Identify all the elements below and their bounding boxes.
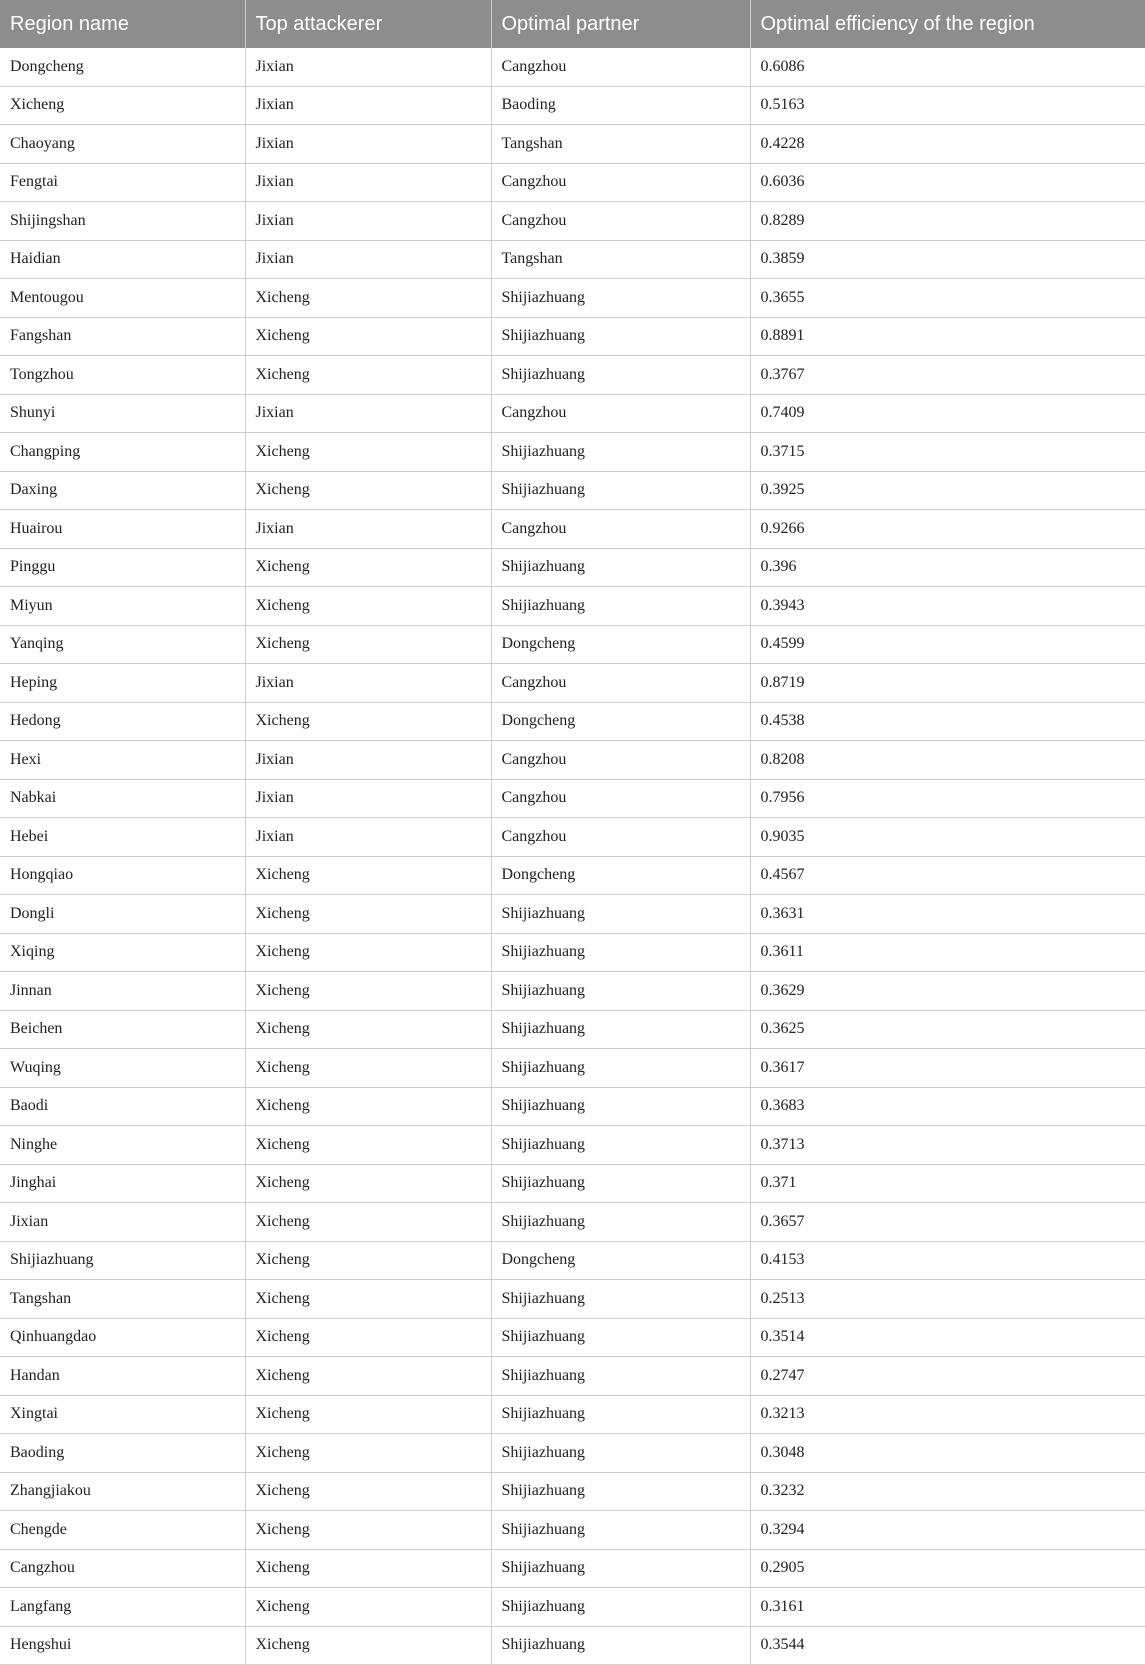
cell-top-attackerer: Jixian bbox=[245, 163, 491, 202]
cell-optimal-efficiency: 0.3683 bbox=[750, 1087, 1145, 1126]
cell-top-attackerer: Xicheng bbox=[245, 548, 491, 587]
table-row bbox=[0, 163, 1145, 202]
cell-optimal-efficiency: 0.9266 bbox=[750, 510, 1145, 549]
cell-top-attackerer: Xicheng bbox=[245, 1395, 491, 1434]
table-row bbox=[0, 202, 1145, 241]
cell-region-name: Jixian bbox=[0, 1203, 245, 1242]
cell-optimal-efficiency: 0.3925 bbox=[750, 471, 1145, 510]
cell-optimal-efficiency: 0.396 bbox=[750, 548, 1145, 587]
table-row bbox=[0, 1164, 1145, 1203]
cell-top-attackerer: Xicheng bbox=[245, 1049, 491, 1088]
cell-optimal-efficiency: 0.6086 bbox=[750, 48, 1145, 86]
cell-optimal-partner: Shijiazhuang bbox=[491, 1472, 750, 1511]
cell-region-name: Yanqing bbox=[0, 625, 245, 664]
cell-optimal-partner: Baoding bbox=[491, 86, 750, 125]
cell-optimal-partner: Cangzhou bbox=[491, 202, 750, 241]
cell-top-attackerer: Jixian bbox=[245, 394, 491, 433]
table-row bbox=[0, 1434, 1145, 1473]
cell-region-name: Tongzhou bbox=[0, 356, 245, 395]
cell-optimal-partner: Shijiazhuang bbox=[491, 587, 750, 626]
cell-optimal-partner: Dongcheng bbox=[491, 702, 750, 741]
table-row bbox=[0, 1626, 1145, 1665]
table-row bbox=[0, 856, 1145, 895]
cell-region-name: Chengde bbox=[0, 1511, 245, 1550]
cell-optimal-partner: Cangzhou bbox=[491, 664, 750, 703]
cell-top-attackerer: Xicheng bbox=[245, 625, 491, 664]
cell-optimal-partner: Shijiazhuang bbox=[491, 1164, 750, 1203]
cell-region-name: Mentougou bbox=[0, 279, 245, 318]
cell-optimal-partner: Shijiazhuang bbox=[491, 1203, 750, 1242]
cell-top-attackerer: Xicheng bbox=[245, 895, 491, 934]
cell-region-name: Huairou bbox=[0, 510, 245, 549]
table-row bbox=[0, 1126, 1145, 1165]
cell-region-name: Fengtai bbox=[0, 163, 245, 202]
table-row bbox=[0, 625, 1145, 664]
cell-optimal-partner: Dongcheng bbox=[491, 625, 750, 664]
cell-top-attackerer: Xicheng bbox=[245, 279, 491, 318]
cell-optimal-efficiency: 0.3232 bbox=[750, 1472, 1145, 1511]
cell-region-name: Ninghe bbox=[0, 1126, 245, 1165]
cell-top-attackerer: Xicheng bbox=[245, 587, 491, 626]
cell-top-attackerer: Jixian bbox=[245, 779, 491, 818]
cell-optimal-partner: Shijiazhuang bbox=[491, 1549, 750, 1588]
table-row bbox=[0, 240, 1145, 279]
cell-optimal-efficiency: 0.3629 bbox=[750, 972, 1145, 1011]
table-row bbox=[0, 1549, 1145, 1588]
header-top-attackerer: Top attackerer bbox=[245, 0, 491, 48]
cell-region-name: Baodi bbox=[0, 1087, 245, 1126]
cell-optimal-efficiency: 0.3657 bbox=[750, 1203, 1145, 1242]
cell-top-attackerer: Xicheng bbox=[245, 1241, 491, 1280]
cell-optimal-efficiency: 0.3625 bbox=[750, 1010, 1145, 1049]
cell-optimal-partner: Shijiazhuang bbox=[491, 1049, 750, 1088]
table-row bbox=[0, 433, 1145, 472]
table-row bbox=[0, 279, 1145, 318]
cell-top-attackerer: Xicheng bbox=[245, 1549, 491, 1588]
cell-region-name: Langfang bbox=[0, 1588, 245, 1627]
table-row bbox=[0, 394, 1145, 433]
cell-optimal-partner: Shijiazhuang bbox=[491, 1126, 750, 1165]
cell-optimal-partner: Cangzhou bbox=[491, 48, 750, 86]
cell-optimal-efficiency: 0.3161 bbox=[750, 1588, 1145, 1627]
cell-top-attackerer: Jixian bbox=[245, 125, 491, 164]
cell-optimal-partner: Shijiazhuang bbox=[491, 279, 750, 318]
cell-optimal-efficiency: 0.3655 bbox=[750, 279, 1145, 318]
cell-top-attackerer: Jixian bbox=[245, 818, 491, 857]
cell-region-name: Nabkai bbox=[0, 779, 245, 818]
table-row bbox=[0, 1203, 1145, 1242]
cell-optimal-partner: Shijiazhuang bbox=[491, 1010, 750, 1049]
cell-optimal-partner: Shijiazhuang bbox=[491, 548, 750, 587]
cell-top-attackerer: Xicheng bbox=[245, 702, 491, 741]
table-row bbox=[0, 818, 1145, 857]
cell-optimal-efficiency: 0.3617 bbox=[750, 1049, 1145, 1088]
cell-optimal-efficiency: 0.4538 bbox=[750, 702, 1145, 741]
cell-optimal-efficiency: 0.3544 bbox=[750, 1626, 1145, 1665]
table-row bbox=[0, 1357, 1145, 1396]
header-optimal-partner: Optimal partner bbox=[491, 0, 750, 48]
cell-optimal-partner: Cangzhou bbox=[491, 741, 750, 780]
cell-optimal-efficiency: 0.4153 bbox=[750, 1241, 1145, 1280]
table-row bbox=[0, 779, 1145, 818]
cell-optimal-partner: Cangzhou bbox=[491, 394, 750, 433]
cell-top-attackerer: Xicheng bbox=[245, 1357, 491, 1396]
cell-optimal-efficiency: 0.8289 bbox=[750, 202, 1145, 241]
cell-region-name: Jinnan bbox=[0, 972, 245, 1011]
cell-optimal-partner: Cangzhou bbox=[491, 818, 750, 857]
table-row bbox=[0, 1395, 1145, 1434]
cell-optimal-efficiency: 0.3213 bbox=[750, 1395, 1145, 1434]
cell-optimal-efficiency: 0.3631 bbox=[750, 895, 1145, 934]
cell-region-name: Dongcheng bbox=[0, 48, 245, 86]
table-row bbox=[0, 895, 1145, 934]
header-optimal-efficiency: Optimal efficiency of the region bbox=[750, 0, 1145, 48]
table-body bbox=[0, 48, 1145, 1665]
cell-optimal-efficiency: 0.7956 bbox=[750, 779, 1145, 818]
cell-optimal-partner: Shijiazhuang bbox=[491, 972, 750, 1011]
cell-top-attackerer: Xicheng bbox=[245, 933, 491, 972]
cell-optimal-efficiency: 0.3943 bbox=[750, 587, 1145, 626]
cell-optimal-partner: Shijiazhuang bbox=[491, 1087, 750, 1126]
cell-optimal-partner: Shijiazhuang bbox=[491, 1588, 750, 1627]
cell-optimal-partner: Cangzhou bbox=[491, 779, 750, 818]
table-row bbox=[0, 1511, 1145, 1550]
cell-optimal-partner: Shijiazhuang bbox=[491, 1511, 750, 1550]
cell-top-attackerer: Xicheng bbox=[245, 1126, 491, 1165]
cell-optimal-partner: Cangzhou bbox=[491, 163, 750, 202]
cell-optimal-efficiency: 0.8891 bbox=[750, 317, 1145, 356]
cell-region-name: Cangzhou bbox=[0, 1549, 245, 1588]
cell-optimal-efficiency: 0.8208 bbox=[750, 741, 1145, 780]
cell-optimal-partner: Shijiazhuang bbox=[491, 1318, 750, 1357]
cell-region-name: Handan bbox=[0, 1357, 245, 1396]
cell-top-attackerer: Jixian bbox=[245, 510, 491, 549]
cell-optimal-partner: Shijiazhuang bbox=[491, 471, 750, 510]
cell-top-attackerer: Jixian bbox=[245, 741, 491, 780]
table-row bbox=[0, 1472, 1145, 1511]
cell-optimal-partner: Dongcheng bbox=[491, 1241, 750, 1280]
cell-top-attackerer: Jixian bbox=[245, 240, 491, 279]
table-row bbox=[0, 48, 1145, 86]
cell-top-attackerer: Xicheng bbox=[245, 972, 491, 1011]
table-row bbox=[0, 356, 1145, 395]
cell-top-attackerer: Jixian bbox=[245, 664, 491, 703]
cell-region-name: Jinghai bbox=[0, 1164, 245, 1203]
cell-optimal-partner: Shijiazhuang bbox=[491, 1434, 750, 1473]
cell-region-name: Baoding bbox=[0, 1434, 245, 1473]
cell-top-attackerer: Jixian bbox=[245, 48, 491, 86]
table-row bbox=[0, 741, 1145, 780]
cell-optimal-partner: Shijiazhuang bbox=[491, 433, 750, 472]
table-row bbox=[0, 1087, 1145, 1126]
cell-region-name: Qinhuangdao bbox=[0, 1318, 245, 1357]
cell-top-attackerer: Xicheng bbox=[245, 1010, 491, 1049]
cell-region-name: Pinggu bbox=[0, 548, 245, 587]
cell-optimal-efficiency: 0.2905 bbox=[750, 1549, 1145, 1588]
cell-region-name: Wuqing bbox=[0, 1049, 245, 1088]
cell-optimal-partner: Tangshan bbox=[491, 125, 750, 164]
cell-region-name: Xicheng bbox=[0, 86, 245, 125]
table-row bbox=[0, 86, 1145, 125]
cell-region-name: Xingtai bbox=[0, 1395, 245, 1434]
cell-optimal-efficiency: 0.4599 bbox=[750, 625, 1145, 664]
table-row bbox=[0, 510, 1145, 549]
table-row bbox=[0, 1049, 1145, 1088]
cell-region-name: Hedong bbox=[0, 702, 245, 741]
cell-region-name: Changping bbox=[0, 433, 245, 472]
cell-optimal-partner: Shijiazhuang bbox=[491, 1626, 750, 1665]
table-row bbox=[0, 317, 1145, 356]
cell-top-attackerer: Jixian bbox=[245, 86, 491, 125]
cell-optimal-efficiency: 0.3514 bbox=[750, 1318, 1145, 1357]
cell-region-name: Hebei bbox=[0, 818, 245, 857]
cell-region-name: Hengshui bbox=[0, 1626, 245, 1665]
cell-region-name: Hongqiao bbox=[0, 856, 245, 895]
cell-optimal-efficiency: 0.5163 bbox=[750, 86, 1145, 125]
cell-optimal-efficiency: 0.371 bbox=[750, 1164, 1145, 1203]
cell-optimal-partner: Dongcheng bbox=[491, 856, 750, 895]
cell-region-name: Beichen bbox=[0, 1010, 245, 1049]
cell-top-attackerer: Xicheng bbox=[245, 1203, 491, 1242]
cell-optimal-efficiency: 0.3611 bbox=[750, 933, 1145, 972]
cell-optimal-partner: Shijiazhuang bbox=[491, 895, 750, 934]
cell-region-name: Daxing bbox=[0, 471, 245, 510]
cell-region-name: Xiqing bbox=[0, 933, 245, 972]
cell-region-name: Miyun bbox=[0, 587, 245, 626]
cell-optimal-partner: Tangshan bbox=[491, 240, 750, 279]
cell-optimal-efficiency: 0.3715 bbox=[750, 433, 1145, 472]
cell-optimal-efficiency: 0.3713 bbox=[750, 1126, 1145, 1165]
cell-optimal-partner: Shijiazhuang bbox=[491, 356, 750, 395]
table-row bbox=[0, 587, 1145, 626]
cell-optimal-partner: Shijiazhuang bbox=[491, 933, 750, 972]
table-row bbox=[0, 933, 1145, 972]
table-row bbox=[0, 1241, 1145, 1280]
cell-region-name: Fangshan bbox=[0, 317, 245, 356]
cell-optimal-efficiency: 0.8719 bbox=[750, 664, 1145, 703]
cell-region-name: Heping bbox=[0, 664, 245, 703]
cell-top-attackerer: Xicheng bbox=[245, 1434, 491, 1473]
cell-region-name: Zhangjiakou bbox=[0, 1472, 245, 1511]
cell-optimal-efficiency: 0.4567 bbox=[750, 856, 1145, 895]
table-row bbox=[0, 471, 1145, 510]
cell-optimal-efficiency: 0.3859 bbox=[750, 240, 1145, 279]
cell-region-name: Chaoyang bbox=[0, 125, 245, 164]
cell-optimal-partner: Shijiazhuang bbox=[491, 1357, 750, 1396]
cell-top-attackerer: Xicheng bbox=[245, 356, 491, 395]
cell-top-attackerer: Jixian bbox=[245, 202, 491, 241]
cell-top-attackerer: Xicheng bbox=[245, 1472, 491, 1511]
table-row bbox=[0, 548, 1145, 587]
cell-top-attackerer: Xicheng bbox=[245, 1280, 491, 1319]
cell-optimal-efficiency: 0.4228 bbox=[750, 125, 1145, 164]
table-row bbox=[0, 1318, 1145, 1357]
header-row bbox=[0, 0, 1145, 48]
table-row bbox=[0, 1280, 1145, 1319]
cell-region-name: Shijingshan bbox=[0, 202, 245, 241]
cell-top-attackerer: Xicheng bbox=[245, 1511, 491, 1550]
cell-top-attackerer: Xicheng bbox=[245, 1087, 491, 1126]
cell-optimal-efficiency: 0.3767 bbox=[750, 356, 1145, 395]
table-row bbox=[0, 702, 1145, 741]
cell-top-attackerer: Xicheng bbox=[245, 433, 491, 472]
cell-region-name: Hexi bbox=[0, 741, 245, 780]
cell-optimal-efficiency: 0.7409 bbox=[750, 394, 1145, 433]
table-row bbox=[0, 125, 1145, 164]
cell-top-attackerer: Xicheng bbox=[245, 1318, 491, 1357]
header-region-name: Region name bbox=[0, 0, 245, 48]
cell-optimal-efficiency: 0.9035 bbox=[750, 818, 1145, 857]
table-header bbox=[0, 0, 1145, 48]
cell-optimal-partner: Shijiazhuang bbox=[491, 1280, 750, 1319]
cell-optimal-efficiency: 0.2513 bbox=[750, 1280, 1145, 1319]
cell-optimal-efficiency: 0.3294 bbox=[750, 1511, 1145, 1550]
cell-region-name: Haidian bbox=[0, 240, 245, 279]
cell-top-attackerer: Xicheng bbox=[245, 1164, 491, 1203]
table-row bbox=[0, 1588, 1145, 1627]
cell-optimal-partner: Shijiazhuang bbox=[491, 317, 750, 356]
cell-region-name: Dongli bbox=[0, 895, 245, 934]
cell-optimal-efficiency: 0.3048 bbox=[750, 1434, 1145, 1473]
cell-region-name: Shunyi bbox=[0, 394, 245, 433]
table-row bbox=[0, 664, 1145, 703]
cell-top-attackerer: Xicheng bbox=[245, 317, 491, 356]
cell-region-name: Shijiazhuang bbox=[0, 1241, 245, 1280]
cell-optimal-efficiency: 0.2747 bbox=[750, 1357, 1145, 1396]
cell-region-name: Tangshan bbox=[0, 1280, 245, 1319]
table-row bbox=[0, 1010, 1145, 1049]
cell-optimal-partner: Cangzhou bbox=[491, 510, 750, 549]
cell-top-attackerer: Xicheng bbox=[245, 471, 491, 510]
cell-optimal-efficiency: 0.6036 bbox=[750, 163, 1145, 202]
table-row bbox=[0, 972, 1145, 1011]
cell-optimal-partner: Shijiazhuang bbox=[491, 1395, 750, 1434]
cell-top-attackerer: Xicheng bbox=[245, 1588, 491, 1627]
cell-top-attackerer: Xicheng bbox=[245, 1626, 491, 1665]
cell-top-attackerer: Xicheng bbox=[245, 856, 491, 895]
